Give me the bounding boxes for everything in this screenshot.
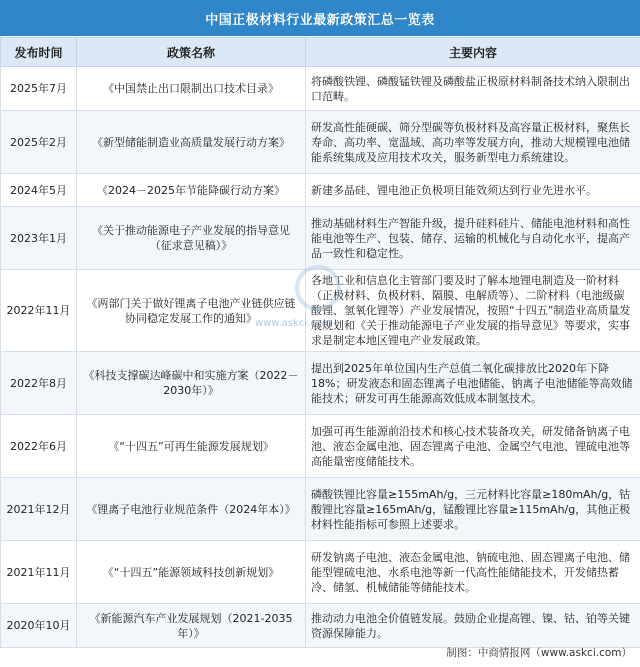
table-row (1, 478, 640, 541)
table-header-row (1, 38, 640, 67)
table-row (1, 541, 640, 604)
cell-date: 2024年5月 (1, 174, 77, 207)
table-row (1, 67, 640, 111)
cell-policy-name: 《锂离子电池行业规范条件（2024年本）》 (77, 478, 306, 541)
table-row (1, 352, 640, 415)
page-title: 中国正极材料行业最新政策汇总一览表 (0, 0, 640, 36)
cell-content: 研发高性能硬碳、筛分型碳等负极材料及高容量正极材料，聚焦长寿命、高功率、宽温域、高功率等发展方向，推动大规模锂电池储能系统集成及应用技术攻关，服务新型电力系统建设。 (306, 111, 640, 174)
cell-date: 2022年11月 (1, 270, 77, 352)
cell-policy-name: 《“十四五”可再生能源发展规划》 (77, 415, 306, 478)
header-main-content: 主要内容 (306, 38, 640, 67)
cell-content: 各地工业和信息化主管部门要及时了解本地锂电制造及一阶材料（正极材料、负极材料、隔膜、电解质等）、二阶材料（电池级碳酸锂、氢氧化锂等）产业发展情况，按照“十四五”制造业高质量发展规划和《关于推动能源电子产业发展的指导意见》等要求，实事求是制定本地区锂电产业发展政策。 (306, 270, 640, 352)
table-row (1, 111, 640, 174)
cell-policy-name: 《科技支撑碳达峰碳中和实施方案（2022－2030年）》 (77, 352, 306, 415)
table-row (1, 604, 640, 648)
cell-date: 2021年11月 (1, 541, 77, 604)
cell-date: 2020年10月 (1, 604, 77, 648)
cell-policy-name: 《“十四五”能源领域科技创新规划》 (77, 541, 306, 604)
cell-date: 2023年1月 (1, 207, 77, 270)
cell-content: 将磷酸铁锂、磷酸锰铁锂及磷酸盐正极原材料制备技术纳入限制出口范畴。 (306, 67, 640, 111)
cell-policy-name: 《新型储能制造业高质量发展行动方案》 (77, 111, 306, 174)
cell-content: 加强可再生能源前沿技术和核心技术装备攻关，研发储备钠离子电池、液态金属电池、固态锂离子电池、金属空气电池、锂硫电池等高能量密度储能技术。 (306, 415, 640, 478)
cell-date: 2022年6月 (1, 415, 77, 478)
cell-date: 2021年12月 (1, 478, 77, 541)
cell-content: 推动动力电池全价值链发展。鼓励企业提高锂、镍、钴、铂等关键资源保障能力。 (306, 604, 640, 648)
cell-policy-name: 《2024－2025年节能降碳行动方案》 (77, 174, 306, 207)
cell-content: 研发钠离子电池、液态金属电池、钠硫电池、固态锂离子电池、储能型锂硫电池、水系电池等新一代高性能储能技术，开发储热蓄冷、储氢、机械储能等储能技术。 (306, 541, 640, 604)
source-note: 制图：中商情报网（www.askci.com） (446, 647, 632, 659)
header-policy-name: 政策名称 (77, 38, 306, 67)
table-row (1, 174, 640, 207)
policy-table (0, 37, 640, 648)
cell-policy-name: 《新能源汽车产业发展规划（2021-2035年）》 (77, 604, 306, 648)
table-row (1, 207, 640, 270)
watermark-logo-icon (295, 265, 341, 311)
cell-content: 提出到2025年单位国内生产总值二氧化碳排放比2020年下降18%；研发液态和固态锂离子电池储能、钠离子电池储能等高效储能技术；研发可再生能源高效低成本制氢技术。 (306, 352, 640, 415)
cell-policy-name: 《两部门关于做好锂离子电池产业链供应链协同稳定发展工作的通知》 (77, 270, 306, 352)
cell-policy-name: 《关于推动能源电子产业发展的指导意见（征求意见稿）》 (77, 207, 306, 270)
table-row (1, 415, 640, 478)
cell-content: 新建多晶硅、锂电池正负极项目能效须达到行业先进水平。 (306, 174, 640, 207)
cell-date: 2025年7月 (1, 67, 77, 111)
header-date: 发布时间 (1, 38, 77, 67)
cell-policy-name: 《中国禁止出口限制出口技术目录》 (77, 67, 306, 111)
cell-date: 2025年2月 (1, 111, 77, 174)
cell-content: 推动基础材料生产智能升级，提升硅料硅片、储能电池材料和高性能电池等生产、包装、储存、运输的机械化与自动化水平，提高产品一致性和稳定性。 (306, 207, 640, 270)
watermark-text: www.askci.com (255, 318, 332, 329)
cell-content: 磷酸铁锂比容量≥155mAh/g，三元材料比容量≥180mAh/g，钴酸锂比容量≥165mAh/g，锰酸锂比容量≥115mAh/g，其他正极材料性能指标可参照上述要求。 (306, 478, 640, 541)
cell-date: 2022年8月 (1, 352, 77, 415)
